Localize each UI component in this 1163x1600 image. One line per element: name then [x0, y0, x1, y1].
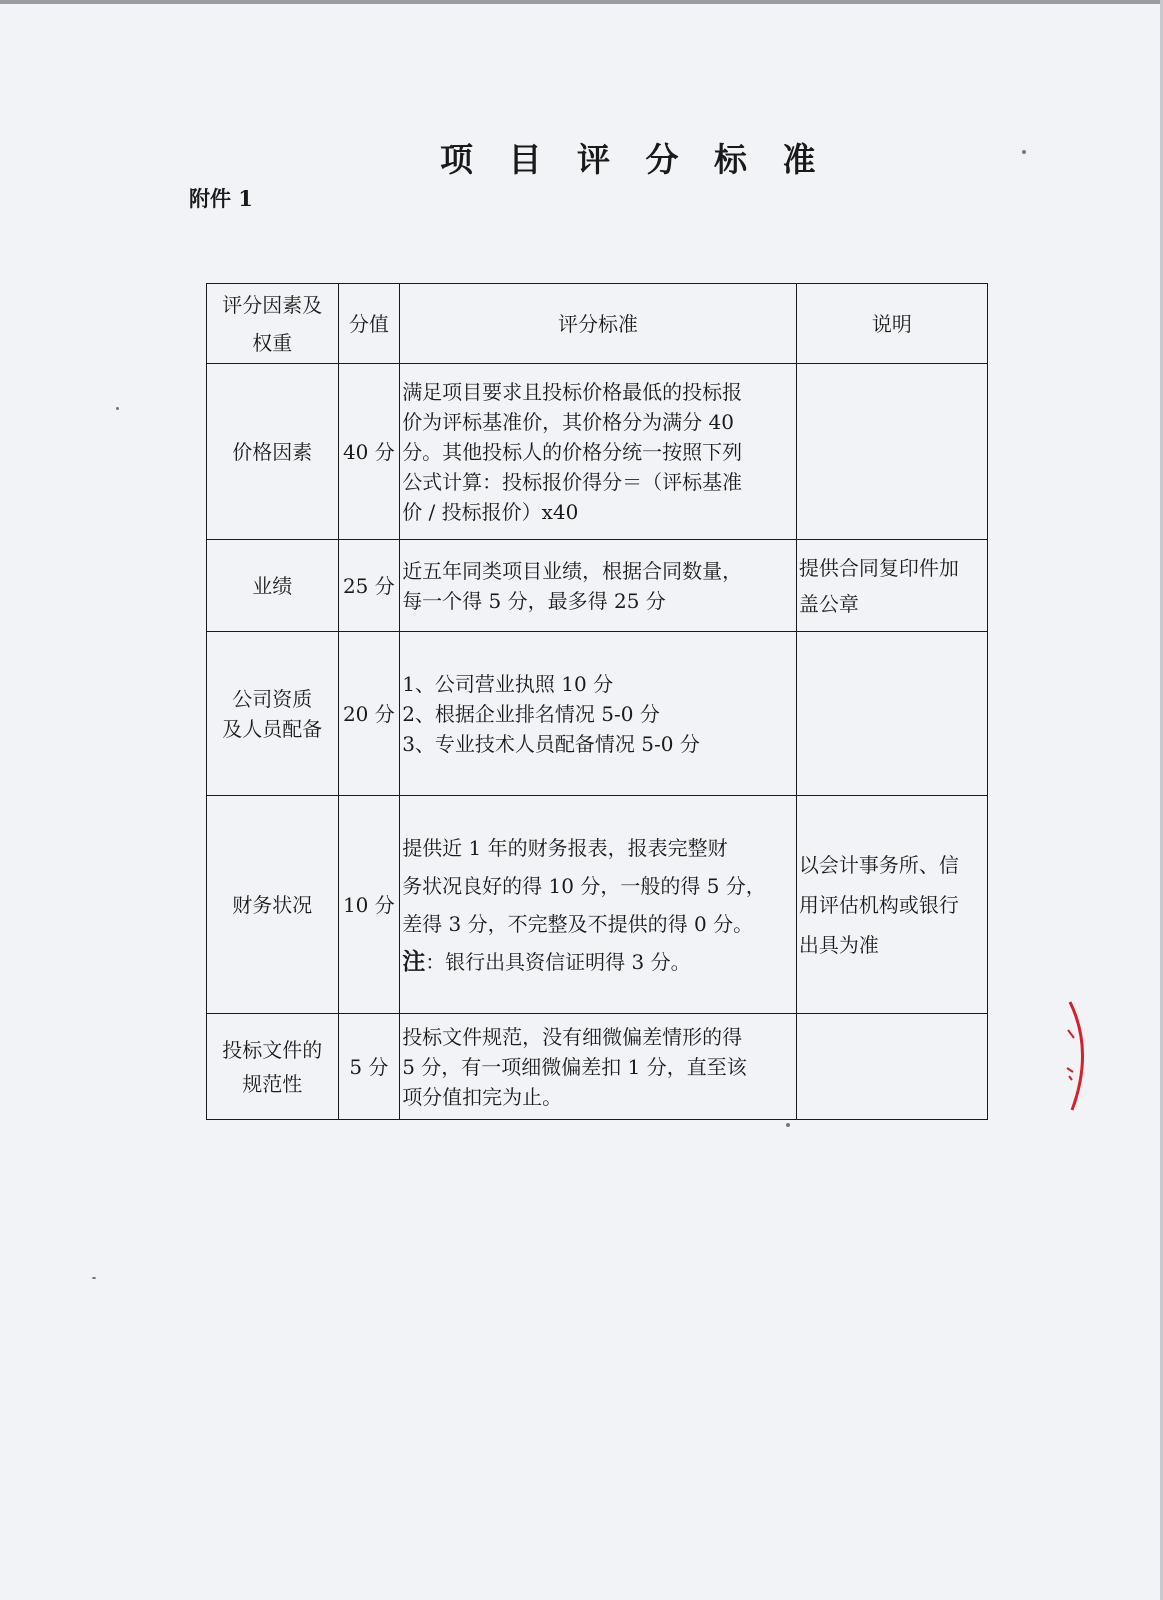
scoring-table — [206, 283, 988, 1120]
criteria-footnote — [402, 943, 794, 981]
factor-cell: 价格因素 — [207, 364, 339, 540]
score-cell: 10 分 — [338, 796, 400, 1014]
factor-cell: 业绩 — [207, 540, 339, 632]
header-note: 说明 — [796, 284, 987, 364]
header-score: 分值 — [338, 284, 400, 364]
note-cell: 提供合同复印件加 盖公章 — [796, 540, 987, 632]
table-row — [207, 1014, 988, 1120]
scan-speck — [1022, 150, 1026, 154]
score-cell: 40 分 — [338, 364, 400, 540]
note-cell: 以会计事务所、信 用评估机构或银行 出具为准 — [796, 796, 987, 1014]
scan-speck — [786, 1123, 790, 1127]
table-header-row — [207, 284, 988, 364]
table-row — [207, 364, 988, 540]
note-cell — [796, 632, 987, 796]
scan-speck — [92, 1277, 96, 1279]
score-cell: 20 分 — [338, 632, 400, 796]
header-criteria: 评分标准 — [400, 284, 797, 364]
scan-edge-top — [0, 0, 1163, 4]
factor-cell: 公司资质 及人员配备 — [207, 632, 339, 796]
criteria-cell: 1、公司营业执照 10 分 2、根据企业排名情况 5-0 分 3、专业技术人员配备情况 5-0 分 — [400, 632, 797, 796]
footnote-label: 注 — [402, 947, 426, 975]
criteria-cell: 近五年同类项目业绩，根据合同数量， 每一个得 5 分，最多得 25 分 — [400, 540, 797, 632]
note-cell — [796, 1014, 987, 1120]
score-cell: 5 分 — [338, 1014, 400, 1120]
criteria-cell: 满足项目要求且投标价格最低的投标报 价为评标基准价，其价格分为满分 40 分。其他投标人的价格分统一按照下列 公式计算：投标报价得分＝（评标基准 价 / 投标报价）x40 — [400, 364, 797, 540]
score-cell: 25 分 — [338, 540, 400, 632]
note-cell — [796, 364, 987, 540]
scan-speck — [116, 407, 119, 410]
attachment-label: 附件 1 — [189, 186, 253, 211]
factor-cell: 财务状况 — [207, 796, 339, 1014]
criteria-cell: 投标文件规范，没有细微偏差情形的得 5 分，有一项细微偏差扣 1 分，直至该 项分值扣完为止。 — [400, 1014, 797, 1120]
header-factor: 评分因素及 权重 — [207, 284, 339, 364]
page-title: 项 目 评 分 标 准 — [440, 140, 828, 179]
seal-stamp-fragment — [1064, 996, 1094, 1116]
table-row — [207, 796, 988, 1014]
criteria-cell: 提供近 1 年的财务报表，报表完整财 务状况良好的得 10 分，一般的得 5 分， 差得 3 分，不完整及不提供的得 0 分。 注：银行出具资信证明得 3 分。 — [400, 796, 797, 1014]
footnote-text: ：银行出具资信证明得 3 分。 — [425, 949, 691, 974]
table-row — [207, 540, 988, 632]
factor-cell: 投标文件的 规范性 — [207, 1014, 339, 1120]
table-row — [207, 632, 988, 796]
